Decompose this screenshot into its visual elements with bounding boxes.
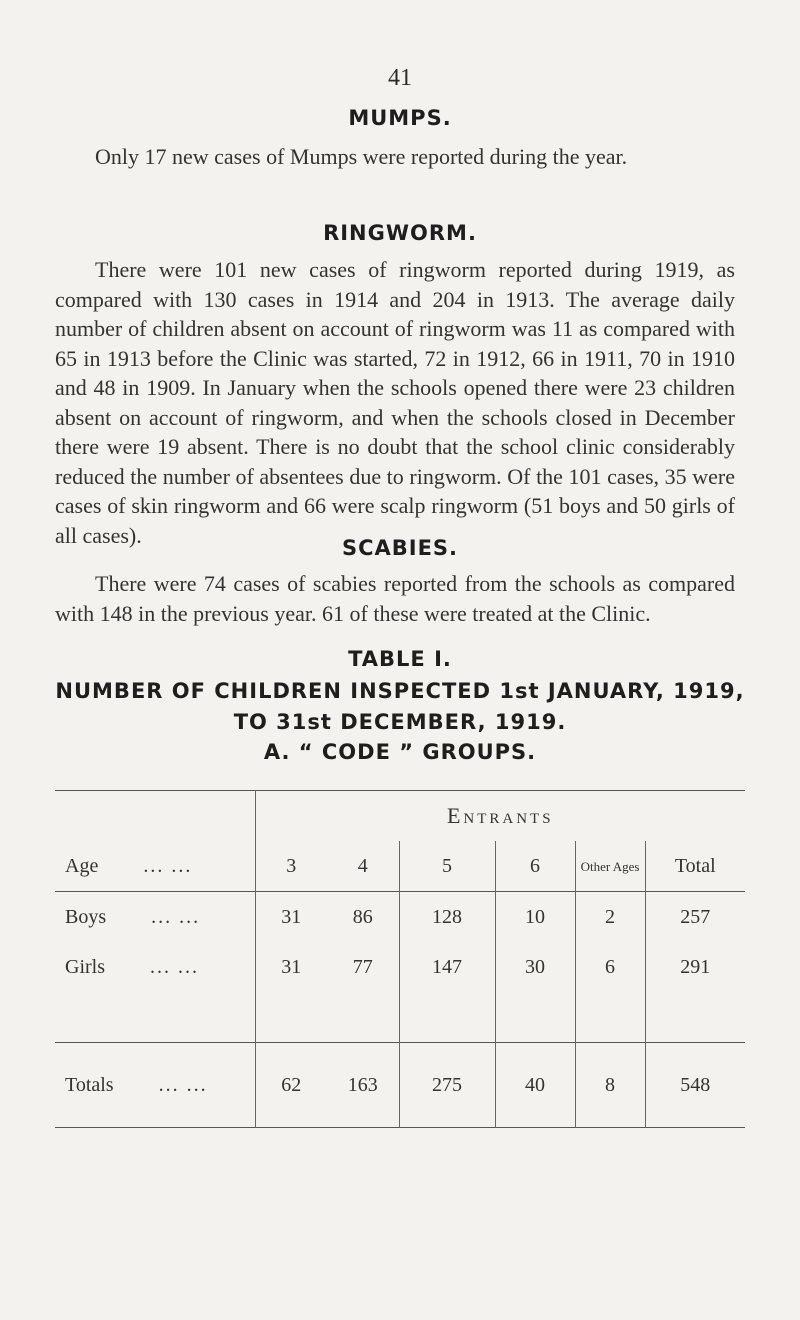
table-cell: 548 — [645, 1043, 745, 1128]
column-header: Total — [645, 841, 745, 892]
column-header: 3 — [255, 841, 327, 892]
table-subtitle: A. “ CODE ” GROUPS. — [263, 740, 537, 764]
age-dots: ... ... — [143, 854, 193, 877]
table-row-boys — [55, 892, 745, 943]
row-label-cell — [55, 1043, 255, 1128]
row-label: Totals — [65, 1073, 114, 1096]
table-cell: 31 — [255, 892, 327, 943]
column-header: 4 — [357, 854, 368, 877]
entrants-header-row — [55, 791, 745, 842]
column-header: 5 — [399, 841, 495, 892]
column-header: Other Ages — [575, 841, 645, 892]
table-cell: 163 — [347, 1073, 378, 1096]
table-cell: 31 — [255, 942, 327, 992]
table-cell: 30 — [495, 942, 575, 992]
table-cell: 291 — [645, 942, 745, 992]
scabies-heading: SCABIES. — [341, 536, 459, 560]
table-row-totals — [55, 1043, 745, 1128]
row-dots: ... ... — [150, 955, 199, 978]
table-title-line-2: TO 31st DECEMBER, 1919. — [233, 710, 567, 734]
table-cell: 275 — [399, 1043, 495, 1128]
ringworm-paragraph: There were 101 new cases of ringworm reported during 1919, as compared with 130 cases in 1914 and 204 in 1913. The average daily number of children absent on account of ringworm was 11 as compared with 65 in 1913 before the Clinic was started, 72 in 1912, 66 in 1911, 70 in 1910 and 48 in 1909. In January when the schools opened there were 23 children absent on account of ringworm, and when the schools closed in December there were 19 absent. There is no doubt that the school clinic considerably reduced the number of absentees due to ringworm. Of the 101 cases, 35 were cases of skin ringworm and 66 were scalp ringworm (51 boys and 50 girls of all cases). — [55, 257, 735, 548]
mumps-paragraph: Only 17 new cases of Mumps were reported during the year. — [95, 144, 628, 169]
table-label: TABLE I. — [348, 647, 452, 671]
table-cell: 10 — [495, 892, 575, 943]
row-label: Girls — [65, 955, 105, 978]
entrants-group-header: Entrants — [255, 791, 745, 842]
column-header: 6 — [495, 841, 575, 892]
table-cell: 257 — [645, 892, 745, 943]
table-cell: 2 — [575, 892, 645, 943]
page-number: 41 — [388, 65, 412, 91]
ringworm-heading: RINGWORM. — [323, 221, 477, 245]
row-dots: ... ... — [151, 905, 201, 928]
scabies-paragraph: There were 74 cases of scabies reported from the schools as compared with 148 in the previous year. 61 of these were treated at the Clinic. — [55, 571, 735, 626]
age-header-row — [55, 841, 745, 892]
row-label-cell — [55, 892, 255, 943]
age-label: Age — [65, 854, 99, 877]
row-dots: ... ... — [158, 1073, 208, 1096]
table-cell: 147 — [399, 942, 495, 992]
table-cell: 77 — [352, 955, 373, 978]
table-cell: 40 — [495, 1043, 575, 1128]
row-label-cell — [55, 942, 255, 992]
table-row-girls — [55, 942, 745, 992]
table-cell: 62 — [255, 1043, 327, 1128]
table-cell: 6 — [575, 942, 645, 992]
age-header-cell — [55, 841, 255, 892]
row-label: Boys — [65, 905, 107, 928]
table-cell: 86 — [352, 905, 373, 928]
code-groups-table — [55, 790, 745, 1128]
table-cell: 128 — [399, 892, 495, 943]
table-cell: 8 — [575, 1043, 645, 1128]
mumps-heading: MUMPS. — [348, 106, 452, 130]
table-title-line-1: NUMBER OF CHILDREN INSPECTED 1st JANUARY, 1919, — [55, 679, 745, 703]
